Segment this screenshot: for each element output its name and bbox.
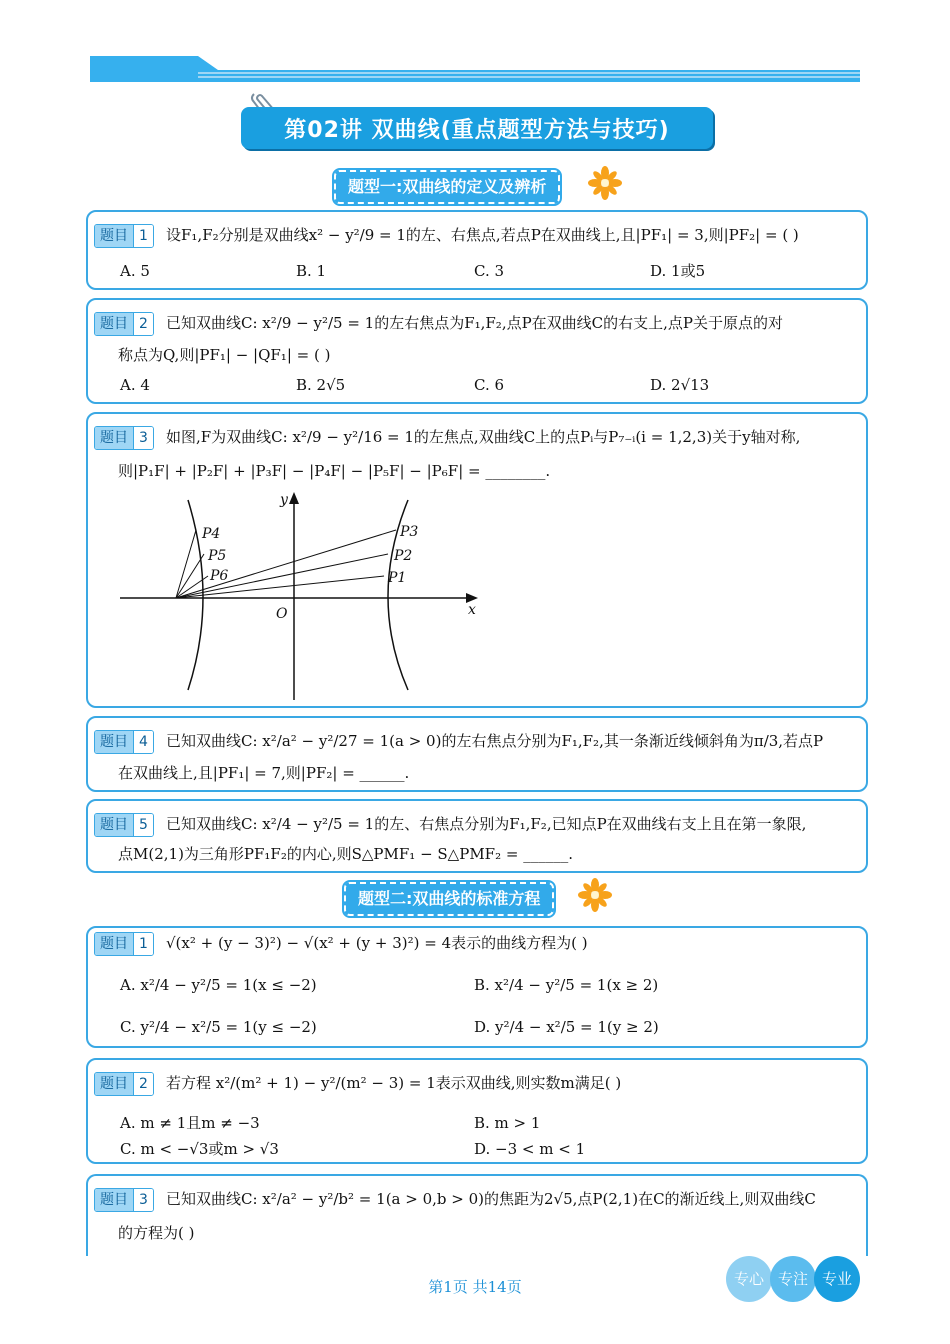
option-b: B. 2√5 [296, 376, 346, 394]
question-card [86, 412, 868, 708]
option-c: C. 6 [474, 376, 505, 394]
hyperbola-figure [118, 490, 488, 700]
section-heading: 题型二:双曲线的标准方程 [344, 882, 554, 916]
question-text: 在双曲线上,且|PF₁| = 7,则|PF₂| = ______. [118, 764, 410, 782]
question-text: 则|P₁F| + |P₂F| + |P₃F| − |P₄F| − |P₅F| − |P₆F| = ________. [118, 462, 551, 480]
segment-p1f [176, 576, 384, 598]
option-a: A. 4 [120, 376, 150, 394]
page-title-box [241, 107, 713, 149]
question-text: 设F₁,F₂分别是双曲线x² − y²/9 = 1的左、右焦点,若点P在双曲线上,且|PF₁| = 3,则|PF₂| = ( ) [166, 226, 799, 244]
option-d: D. 2√13 [650, 376, 710, 394]
question-card [86, 1058, 868, 1164]
question-text: 已知双曲线C: x²/a² − y²/27 = 1(a > 0)的左右焦点分别为F₁,F₂,其一条渐近线倾斜角为π/3,若点P [166, 732, 824, 750]
question-tag: 题目 2 [94, 312, 154, 336]
question-text: 已知双曲线C: x²/9 − y²/5 = 1的左右焦点为F₁,F₂,点P在双曲线C的右支上,点P关于原点的对 [166, 314, 784, 332]
question-card [86, 1174, 868, 1256]
question-text: 的方程为( ) [118, 1224, 195, 1242]
page-number: 第1页 共14页 [428, 1278, 522, 1296]
badge-focus: 专心 [726, 1256, 772, 1302]
question-text: 如图,F为双曲线C: x²/9 − y²/16 = 1的左焦点,双曲线C上的点Pᵢ与P₇₋ᵢ(i = 1,2,3)关于y轴对称, [166, 428, 801, 446]
badge-dedicated: 专注 [770, 1256, 816, 1302]
segment-p4f [176, 530, 196, 598]
label-p5: P5 [208, 548, 227, 564]
question-text: 点M(2,1)为三角形PF₁F₂的内心,则S△PMF₁ − S△PMF₂ = ______. [118, 845, 573, 863]
option-d: D. y²/4 − x²/5 = 1(y ≥ 2) [474, 1018, 659, 1036]
header-bar [90, 56, 860, 82]
option-a: A. x²/4 − y²/5 = 1(x ≤ −2) [120, 976, 317, 994]
label-p3: P3 [400, 524, 419, 540]
flower-icon [588, 166, 622, 200]
option-b: B. m > 1 [474, 1114, 541, 1132]
option-b: B. x²/4 − y²/5 = 1(x ≥ 2) [474, 976, 659, 994]
question-text: 若方程 x²/(m² + 1) − y²/(m² − 3) = 1表示双曲线,则实数m满足( ) [166, 1074, 622, 1092]
option-a: A. 5 [120, 262, 150, 280]
section-heading: 题型一:双曲线的定义及辨析 [334, 170, 560, 204]
y-axis-arrow [289, 492, 299, 504]
label-y: y [280, 492, 288, 508]
label-origin: O [276, 606, 288, 622]
label-p2: P2 [394, 548, 413, 564]
option-d: D. 1或5 [650, 262, 706, 280]
option-c: C. m < −√3或m > √3 [120, 1140, 279, 1158]
question-tag: 题目 1 [94, 224, 154, 248]
question-card [86, 716, 868, 792]
option-b: B. 1 [296, 262, 327, 280]
label-p1: P1 [388, 570, 407, 586]
label-p4: P4 [202, 526, 221, 542]
question-tag: 题目 3 [94, 426, 154, 450]
question-tag: 题目 5 [94, 813, 154, 837]
question-tag: 题目 1 [94, 932, 154, 956]
question-card [86, 799, 868, 873]
question-card [86, 926, 868, 1048]
question-tag: 题目 4 [94, 730, 154, 754]
option-a: A. m ≠ 1且m ≠ −3 [120, 1114, 260, 1132]
flower-icon [578, 878, 612, 912]
option-d: D. −3 < m < 1 [474, 1140, 586, 1158]
question-tag: 题目 2 [94, 1072, 154, 1096]
page-title: 第02讲 双曲线(重点题型方法与技巧) [284, 118, 670, 143]
label-p6: P6 [210, 568, 229, 584]
option-c: C. y²/4 − x²/5 = 1(y ≤ −2) [120, 1018, 317, 1036]
segment-p5f [176, 554, 204, 598]
question-card [86, 210, 868, 290]
option-c: C. 3 [474, 262, 505, 280]
label-x: x [468, 602, 476, 618]
question-text: 已知双曲线C: x²/4 − y²/5 = 1的左、右焦点分别为F₁,F₂,已知点P在双曲线右支上且在第一象限, [166, 815, 807, 833]
question-text: 已知双曲线C: x²/a² − y²/b² = 1(a > 0,b > 0)的焦距为2√5,点P(2,1)在C的渐近线上,则双曲线C [166, 1190, 816, 1208]
question-text: √(x² + (y − 3)²) − √(x² + (y + 3)²) = 4表示的曲线方程为( ) [166, 934, 588, 952]
question-text: 称点为Q,则|PF₁| − |QF₁| = ( ) [118, 346, 331, 364]
badge-professional: 专业 [814, 1256, 860, 1302]
question-card [86, 298, 868, 404]
question-tag: 题目 3 [94, 1188, 154, 1212]
